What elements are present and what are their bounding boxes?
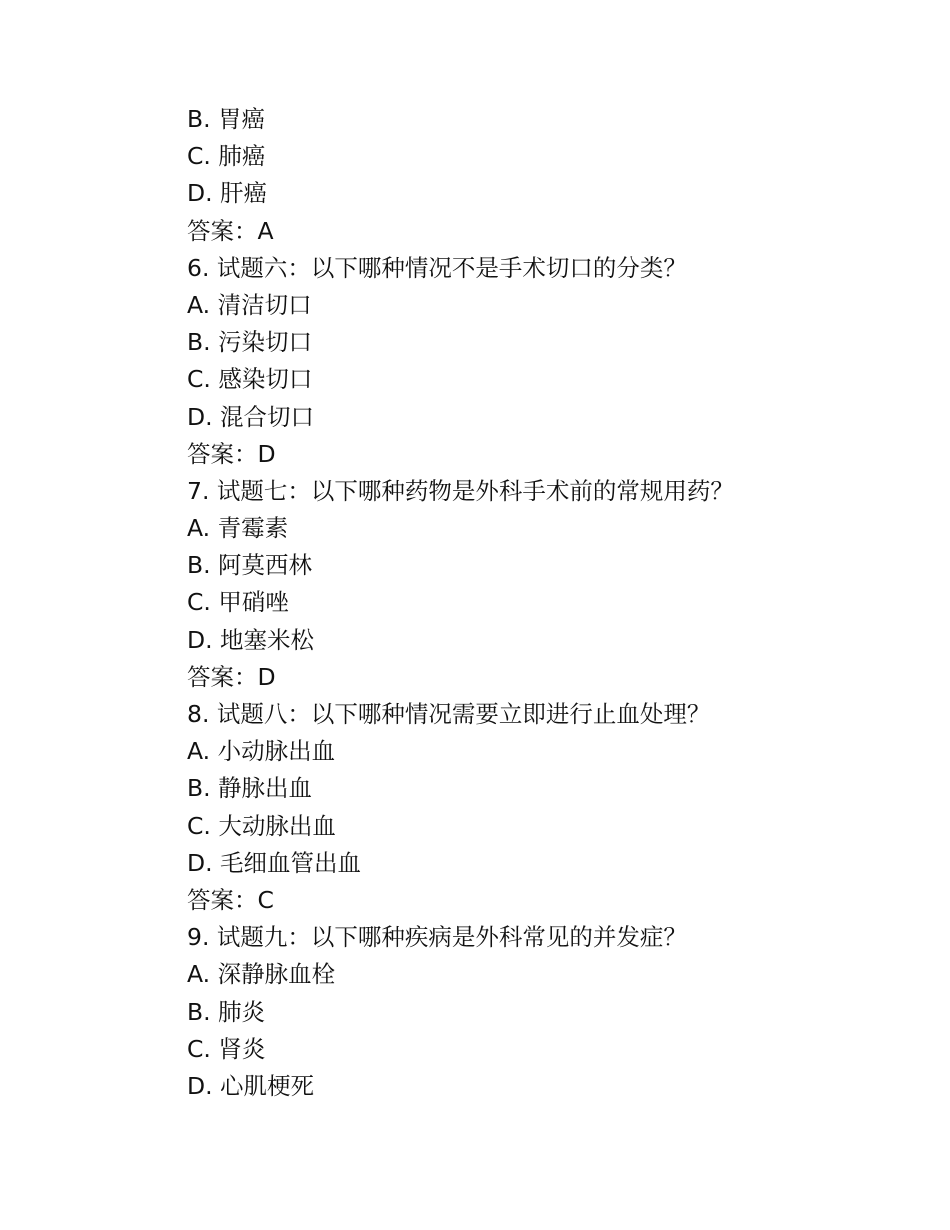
q7-option-d: D. 地塞米松 — [187, 625, 315, 654]
q6-option-d: D. 混合切口 — [187, 402, 315, 431]
q9-option-a: A. 深静脉血栓 — [187, 960, 336, 989]
q7-option-b: B. 阿莫西林 — [187, 551, 313, 580]
q9-option-b: B. 肺炎 — [187, 997, 266, 1026]
q9-question: 9. 试题九：以下哪种疾病是外科常见的并发症？ — [187, 923, 687, 952]
q5-answer: 答案：A — [187, 216, 274, 245]
q7-option-c: C. 甲硝唑 — [187, 588, 289, 617]
q6-option-c: C. 感染切口 — [187, 365, 313, 394]
q8-option-a: A. 小动脉出血 — [187, 737, 336, 766]
q6-option-a: A. 清洁切口 — [187, 290, 312, 319]
q8-option-d: D. 毛细血管出血 — [187, 848, 362, 877]
q9-option-c: C. 肾炎 — [187, 1034, 266, 1063]
q7-option-a: A. 青霉素 — [187, 514, 289, 543]
q8-option-b: B. 静脉出血 — [187, 774, 313, 803]
q7-answer: 答案：D — [187, 662, 276, 691]
document-body — [187, 101, 887, 1105]
q5-option-d: D. 肝癌 — [187, 179, 268, 208]
q8-answer: 答案：C — [187, 885, 274, 914]
q8-option-c: C. 大动脉出血 — [187, 811, 336, 840]
q5-option-b: B. 胃癌 — [187, 105, 266, 133]
q7-question: 7. 试题七：以下哪种药物是外科手术前的常规用药？ — [187, 476, 734, 505]
q6-answer: 答案：D — [187, 439, 276, 468]
q8-question: 8. 试题八：以下哪种情况需要立即进行止血处理？ — [187, 700, 711, 728]
q9-option-d: D. 心肌梗死 — [187, 1071, 315, 1100]
q6-option-b: B. 污染切口 — [187, 328, 313, 357]
q5-option-c: C. 肺癌 — [187, 142, 266, 171]
q6-question: 6. 试题六：以下哪种情况不是手术切口的分类？ — [187, 253, 687, 282]
